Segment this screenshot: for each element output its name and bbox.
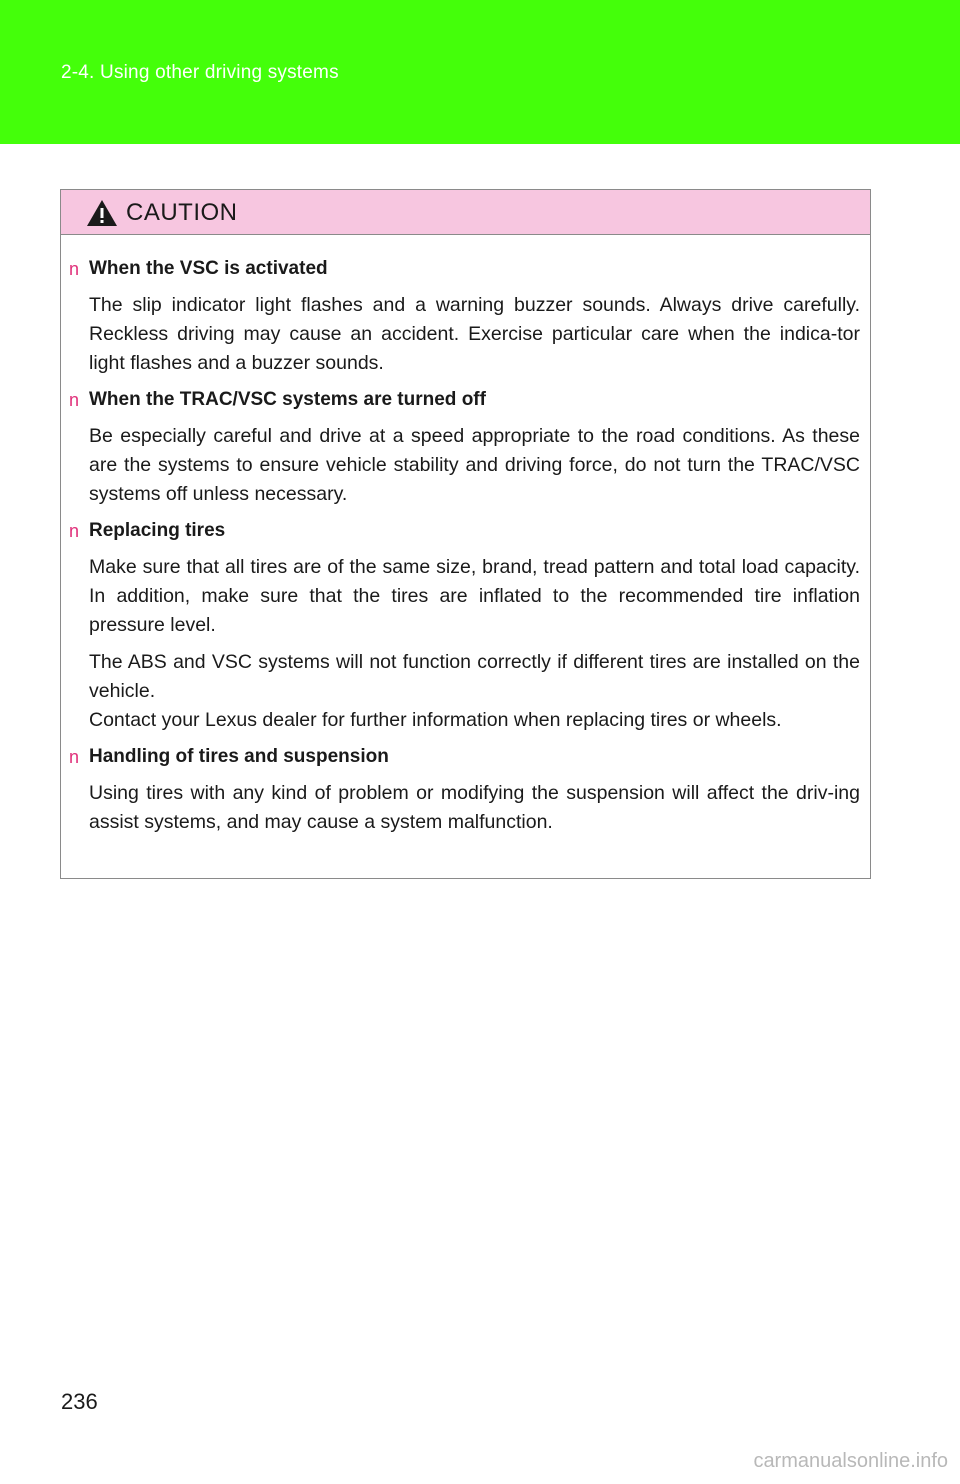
section-title: 2-4. Using other driving systems xyxy=(61,62,339,83)
page-number: 236 xyxy=(61,1389,98,1414)
item-paragraph: The slip indicator light flashes and a warning buzzer sounds. Always drive carefully. Reckless driving may cause an accident. Exercise particular care when the indica-tor light flashes and a buzzer sounds. xyxy=(89,294,860,374)
caution-item-trac-vsc-off xyxy=(69,386,860,509)
item-paragraph: Be especially careful and drive at a speed appropriate to the road conditions. As these are the systems to ensure vehicle stability and driving force, do not turn the TRAC/VSC systems off unless necessary. xyxy=(89,425,860,505)
item-heading xyxy=(69,517,860,545)
bullet-icon: n xyxy=(69,390,80,410)
caution-header xyxy=(61,190,870,235)
item-heading-text: Handling of tires and suspension xyxy=(89,746,389,767)
item-heading-text: When the VSC is activated xyxy=(89,258,328,279)
caution-box xyxy=(60,189,871,879)
watermark: carmanualsonline.info xyxy=(753,1450,948,1472)
warning-triangle-icon xyxy=(85,198,119,228)
bullet-icon: n xyxy=(69,259,80,279)
item-heading-text: When the TRAC/VSC systems are turned off xyxy=(89,389,486,410)
bullet-icon: n xyxy=(69,521,80,541)
item-heading xyxy=(69,743,860,771)
bullet-icon: n xyxy=(69,747,80,767)
item-heading xyxy=(69,255,860,283)
item-paragraph: Using tires with any kind of problem or modifying the suspension will affect the driv-ing assist systems, and may cause a system malfunction. xyxy=(89,782,860,833)
caution-item-tires-suspension xyxy=(69,743,860,837)
caution-item-replacing-tires xyxy=(69,517,860,735)
item-heading-text: Replacing tires xyxy=(89,520,226,541)
item-paragraph: The ABS and VSC systems will not function correctly if different tires are installed on the vehicle. xyxy=(89,651,860,702)
item-paragraph: Contact your Lexus dealer for further information when replacing tires or wheels. xyxy=(89,709,782,731)
item-paragraph: Make sure that all tires are of the same size, brand, tread pattern and total load capacity. In addition, make sure that the tires are inflated to the recommended tire inflation pressure level. xyxy=(89,556,860,636)
caution-item-vsc-activated xyxy=(69,255,860,378)
item-heading xyxy=(69,386,860,414)
caution-body xyxy=(61,235,870,837)
caution-label: CAUTION xyxy=(126,199,238,226)
